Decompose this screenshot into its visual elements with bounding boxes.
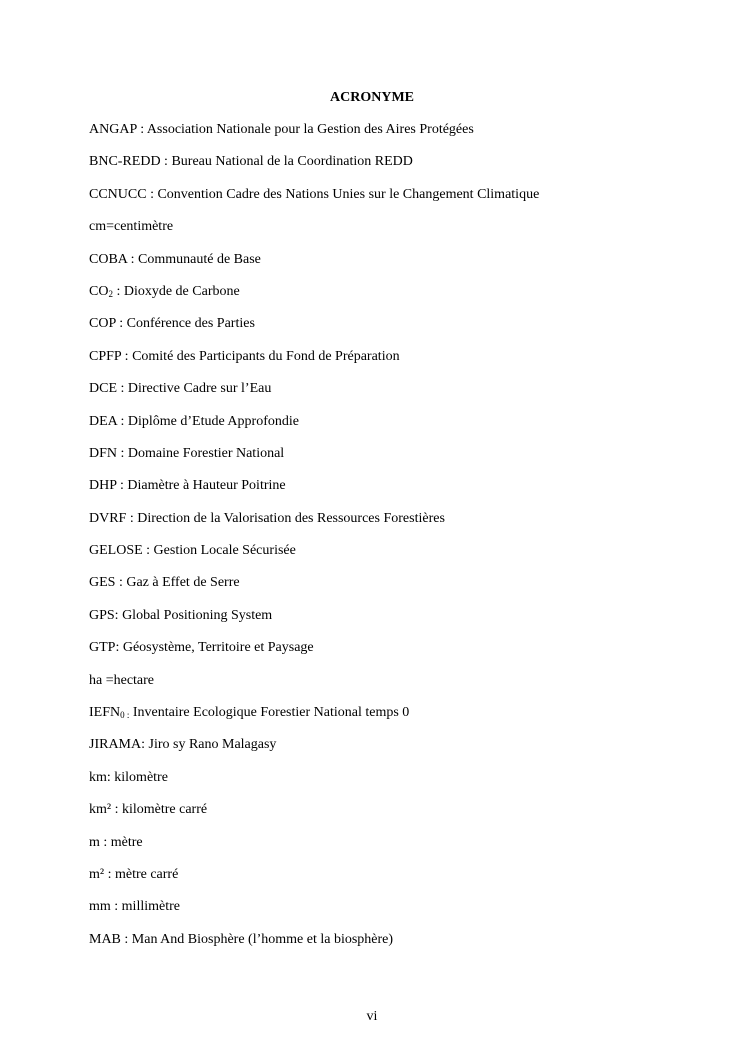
subscript: 2: [108, 288, 113, 299]
acronym-entry: DFN : Domaine Forestier National: [89, 445, 285, 461]
acronym-entry: m² : mètre carré: [89, 866, 179, 882]
acronym-entry: ANGAP : Association Nationale pour la Gestion des Aires Protégées: [89, 122, 474, 137]
acronym-entry: BNC-REDD : Bureau National de la Coordination REDD: [89, 154, 413, 170]
page-number: vi: [366, 1009, 378, 1024]
acronym-entry: GPS: Global Positioning System: [89, 607, 273, 623]
subscript: 0 :: [120, 710, 130, 721]
acronym-entry: GES : Gaz à Effet de Serre: [89, 575, 240, 591]
acronym-entry: JIRAMA: Jiro sy Rano Malagasy: [89, 737, 277, 753]
acronym-entry: CPFP : Comité des Participants du Fond de Préparation: [89, 348, 400, 364]
acronym-entry: DVRF : Direction de la Valorisation des Ressources Forestières: [89, 510, 445, 526]
acronym-entry: GELOSE : Gestion Locale Sécurisée: [89, 543, 296, 559]
acronym-entry: km² : kilomètre carré: [89, 802, 208, 818]
acronym-entry: CCNUCC : Convention Cadre des Nations Unies sur le Changement Climatique: [89, 186, 540, 202]
acronym-entry: DHP : Diamètre à Hauteur Poitrine: [89, 478, 286, 494]
acronym-entry: COP : Conférence des Parties: [89, 316, 255, 332]
acronym-entry: DCE : Directive Cadre sur l’Eau: [89, 381, 272, 397]
acronym-entry: m : mètre: [89, 834, 143, 850]
acronym-entry: $CO_2$ : Dioxyde de Carbone: [89, 283, 240, 299]
acronym-entry: GTP: Géosystème, Territoire et Paysage: [89, 640, 314, 656]
acronym-entry: DEA : Diplôme d’Etude Approfondie: [89, 413, 299, 429]
acronym-entry: mm : millimètre: [89, 899, 180, 915]
acronym-entry: ha =hectare: [89, 672, 155, 688]
acronym-entry: cm=centimètre: [89, 219, 174, 235]
acronym-entry: km: kilomètre: [89, 769, 168, 785]
page-title: ACRONYME: [330, 90, 414, 105]
acronym-entry: COBA : Communauté de Base: [89, 251, 261, 267]
acronym-list: [89, 121, 539, 963]
acronym-entry: MAB : Man And Biosphère (l’homme et la biosphère): [89, 931, 394, 947]
acronym-entry: $IEFN_{0 :}$ Inventaire Ecologique Forestier National temps 0: [89, 705, 410, 721]
